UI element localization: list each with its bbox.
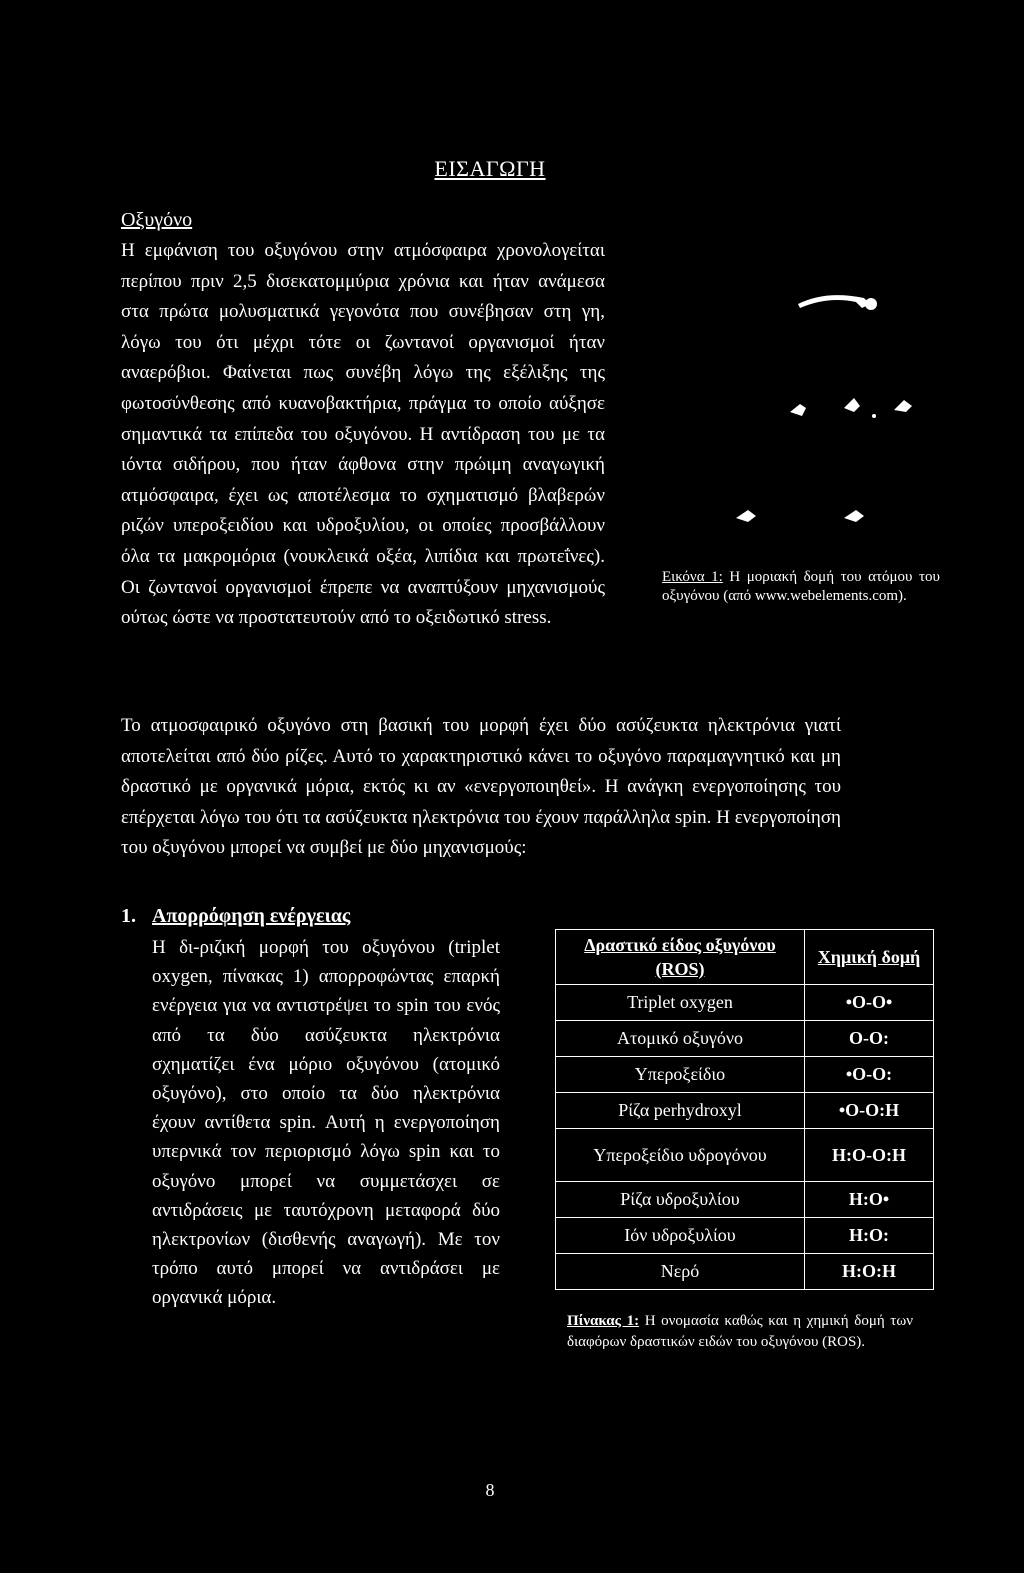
table-cell-species: Triplet oxygen — [556, 985, 805, 1021]
ros-table — [555, 929, 934, 1290]
activation-paragraph — [121, 711, 841, 864]
oxygen-molecule-image — [736, 282, 956, 542]
table-caption-label: Πίνακας 1: — [567, 1313, 640, 1329]
table-cell-species: Υπεροξείδιο υδρογόνου — [556, 1129, 805, 1182]
table-caption-text: Η ονομασία καθώς και η χημική δομή των διαφόρων δραστικών ειδών του οξυγόνου (ROS). — [567, 1313, 913, 1350]
table-row — [556, 1093, 934, 1129]
table-cell-species: Ρίζα υδροξυλίου — [556, 1182, 805, 1218]
electron-6 — [894, 400, 912, 412]
table-header-row — [556, 930, 934, 985]
table-row — [556, 985, 934, 1021]
table-row — [556, 1218, 934, 1254]
electron-3 — [790, 404, 806, 416]
electron-8 — [844, 510, 864, 522]
table-header-species: Δραστικό είδος οξυγόνου (ROS) — [556, 930, 805, 985]
table-cell-structure: O-O: — [805, 1021, 934, 1057]
table-row — [556, 1021, 934, 1057]
electron-1 — [798, 295, 870, 308]
electron-5 — [872, 414, 876, 418]
activation-text: Το ατμοσφαιρικό οξυγόνο στη βασική του μορφή έχει δύο ασύζευκτα ηλεκτρόνια γιατί αποτελείται από δύο ρίζες. Αυτό το χαρακτηριστικό κάνει το οξυγόνο παραμαγνητικό και μη δραστικό με οργανικά μόρια, εκτός κι αν «ενεργοποιηθεί». Η ανάγκη ενεργοποίησης του επέρχεται λόγω του ότι τα ασύζευκτα ηλεκτρόνια του έχουν παράλληλα spin. Η ενεργοποίηση του οξυγόνου μπορεί να συμβεί με δύο μηχανισμούς: — [121, 715, 841, 859]
table-caption — [567, 1311, 913, 1353]
page-number: 8 — [485, 1480, 495, 1500]
table-row — [556, 1254, 934, 1290]
list-body — [152, 933, 500, 1313]
table-cell-species: Ρίζα perhydroxyl — [556, 1093, 805, 1129]
table-row — [556, 1129, 934, 1182]
table-cell-species: Νερό — [556, 1254, 805, 1290]
table-cell-structure: •O-O:H — [805, 1093, 934, 1129]
table-row — [556, 1182, 934, 1218]
list-body-text: Η δι-ριζική μορφή του οξυγόνου (triplet oxygen, πίνακας 1) απορροφώντας επαρκή ενέργεια για να αντιστρέψει το spin του ενός από τα δύο ασύζευκτα ηλεκτρόνια σχηματίζει ένα μόριο οξυγόνου (ατομικό οξυγόνο), στο οποίο τα δύο ηλεκτρόνια έχουν αντίθετα spin. Αυτή η ενεργοποίηση υπερνικά τον περιορισμό λόγω spin και το οξυγόνο μπορεί να συμμετάσχει σε αντιδράσεις με ταυτόχρονη μεταφορά δύο ηλεκτρονίων (δισθενής αναγωγή). Με τον τρόπο αυτό μπορεί να αντιδράσει με οργανικά μόρια. — [152, 937, 500, 1309]
electron-2 — [865, 298, 877, 310]
table-row — [556, 1057, 934, 1093]
table-cell-structure: H:O-O:H — [805, 1129, 934, 1182]
list-number: 1. — [121, 905, 136, 927]
page-title: ΕΙΣΑΓΩΓΗ — [434, 156, 546, 181]
figure-caption — [662, 568, 940, 605]
table-cell-structure: •O-O: — [805, 1057, 934, 1093]
figure-caption-text: Η μοριακή δομή του ατόμου του οξυγόνου (από www.webelements.com). — [662, 569, 940, 604]
list-heading: Απορρόφηση ενέργειας — [152, 905, 351, 927]
table-cell-species: Ατομικό οξυγόνο — [556, 1021, 805, 1057]
table-header-structure: Χημική δομή — [805, 930, 934, 985]
table-cell-structure: H:O• — [805, 1182, 934, 1218]
table-cell-species: Υπεροξείδιο — [556, 1057, 805, 1093]
table-cell-structure: •O-O• — [805, 985, 934, 1021]
intro-paragraph — [121, 236, 605, 634]
table-cell-structure: H:O:H — [805, 1254, 934, 1290]
electron-4 — [844, 398, 860, 412]
table-cell-structure: H:O: — [805, 1218, 934, 1254]
intro-text: Η εμφάνιση του οξυγόνου στην ατμόσφαιρα χρονολογείται περίπου πριν 2,5 δισεκατομμύρια χρόνια και ήταν ανάμεσα στα πρώτα μολυσματικά γεγονότα που συνέβησαν στη γη, λόγω του ότι μέχρι τότε οι ζωντανοί οργανισμοί ήταν αναερόβιοι. Φαίνεται πως συνέβη λόγω της εξέλιξης της φωτοσύνθεσης από κυανοβακτήρια, πράγμα το οποίο αύξησε σημαντικά τα επίπεδα του οξυγόνου. Η αντίδραση του με τα ιόντα σιδήρου, που ήταν άφθονα στην πρώιμη αναγωγική ατμόσφαιρα, έχει ως αποτέλεσμα το σχηματισμό βλαβερών ριζών υπεροξειδίου και υδροξυλίου, οι οποίες προσβάλλουν όλα τα μακρομόρια (νουκλεικά οξέα, λιπίδια και πρωτεΐνες). Οι ζωντανοί οργανισμοί έπρεπε να αναπτύξουν μηχανισμούς ούτως ώστε να προστατευτούν από το οξειδωτικό stress. — [121, 240, 605, 629]
section-heading: Οξυγόνο — [121, 209, 193, 231]
figure-caption-label: Εικόνα 1: — [662, 569, 723, 585]
table-cell-species: Ιόν υδροξυλίου — [556, 1218, 805, 1254]
electron-7 — [736, 510, 756, 522]
